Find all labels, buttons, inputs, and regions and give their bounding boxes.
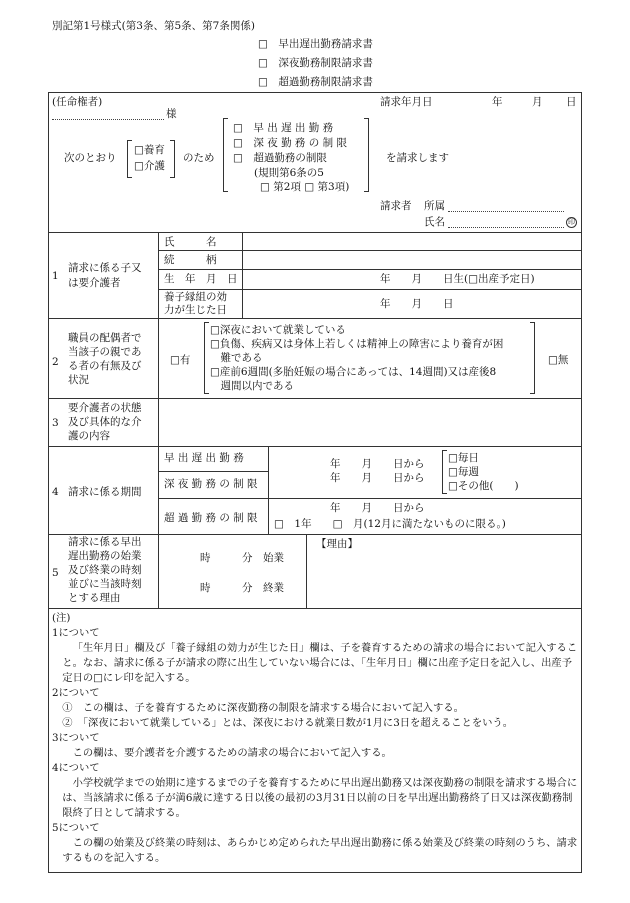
affiliation-label: 所属	[424, 200, 445, 212]
field-relation-label: 続 柄	[164, 254, 217, 266]
name-label: 氏名	[424, 216, 445, 228]
req-opt-early-late[interactable]: □ 早 出 遅 出 勤 務	[233, 122, 334, 134]
row5-label-5: とする理由	[68, 592, 121, 604]
row2-label-4: 状況	[68, 374, 89, 386]
spouse-opt-injury-2: 難である	[210, 352, 263, 364]
overtime-from[interactable]: 年 月 日から	[330, 502, 425, 514]
sama-label: 様	[166, 108, 177, 120]
title-night-limit[interactable]: □ 深夜勤務制限請求書	[258, 57, 373, 69]
row5-label-1: 請求に係る早出	[68, 536, 142, 548]
note-2-heading: 2について	[52, 687, 100, 699]
note-4-body: 小学校就学までの始期に達するまでの子を養育するために早出遅出勤務又は深夜勤務の制限を請求する場合には、当該請求に係る子が満6歳に達する日以後の最初の3月31日以前の日を早出遅出勤務終了日又は深夜勤務制限終了日として請求する。	[62, 777, 578, 819]
row1-label-2: は要介護者	[68, 277, 121, 289]
rule-items[interactable]: □ 第2項 □ 第3項)	[260, 181, 350, 193]
request-date-label: 請求年月日	[380, 96, 433, 108]
period-from[interactable]: 年 月 日から	[330, 458, 425, 470]
freq-other[interactable]: □その他( )	[448, 480, 519, 492]
spouse-opt-night[interactable]: □深夜において就業している	[210, 324, 346, 336]
row3-number: 3	[52, 417, 59, 429]
row2-label-2: 当該子の親であ	[68, 346, 142, 358]
name-field[interactable]	[448, 216, 564, 228]
opt-nursing[interactable]: □介護	[134, 160, 165, 172]
note-2a-body: ① この欄は、子を養育するために深夜勤務の制限を請求する場合において記入する。	[62, 702, 464, 714]
row5-label-3: 及び終業の時刻	[68, 564, 142, 576]
request-end-text: を請求します	[386, 152, 449, 164]
row4-label: 請求に係る期間	[68, 486, 142, 498]
note-3-body: この欄は、要介護者を介護するための請求の場合において記入する。	[72, 747, 392, 759]
overtime-duration[interactable]: □ 1年 □ 月(12月に満たないものに限る。)	[274, 518, 506, 530]
note-2b-body: ② 「深夜において就業している」とは、深夜における就業日数が1月に3日を超えることをいう。	[62, 717, 514, 729]
row5-label-2: 遅出勤務の始業	[68, 550, 142, 562]
field-name-label: 氏 名	[164, 236, 217, 248]
title-early-late[interactable]: □ 早出遅出勤務請求書	[258, 38, 373, 50]
affiliation-field[interactable]	[448, 200, 564, 212]
field-birth-value[interactable]: 年 月 日生(□出産予定日)	[380, 273, 535, 285]
spouse-no[interactable]: □無	[548, 354, 569, 366]
row3-label-1: 要介護者の状態	[68, 402, 142, 414]
start-time[interactable]: 時 分 始業	[200, 552, 284, 564]
req-opt-overtime[interactable]: □ 超過勤務の制限	[233, 152, 327, 164]
notes-title: (注)	[52, 612, 71, 624]
title-overtime-limit[interactable]: □ 超過勤務制限請求書	[258, 76, 373, 88]
spouse-yes[interactable]: □有	[170, 354, 191, 366]
seal-mark: 印	[568, 218, 575, 226]
row2-number: 2	[52, 356, 59, 368]
reason-label: 【理由】	[316, 538, 358, 550]
form-reference: 別記第1号様式(第3条、第5条、第7条関係)	[52, 20, 255, 32]
for-text: のため	[183, 152, 215, 164]
date-day: 日	[566, 96, 577, 108]
date-year: 年	[492, 96, 503, 108]
date-month: 月	[532, 96, 543, 108]
note-5-heading: 5について	[52, 822, 100, 834]
row5-number: 5	[52, 567, 59, 579]
row3-label-2: 及び具体的な介	[68, 416, 142, 428]
appointer-field[interactable]	[52, 108, 164, 120]
note-1-body: 「生年月日」欄及び「養子縁組の効力が生じた日」欄は、子を養育するための請求の場合において記入すること。なお、請求に係る子が請求の際に出生していない場合には、「生年月日」欄に出産予定日を記入し、出産予定日の□にレ印を記入する。	[62, 642, 578, 684]
spouse-opt-injury-1[interactable]: □負傷、疾病又は身体上若しくは精神上の障害により養育が困	[210, 338, 504, 350]
appointer-label: (任命権者)	[52, 96, 103, 108]
freq-daily[interactable]: □毎日	[448, 452, 479, 464]
row5-label-4: 並びに当該時刻	[68, 578, 142, 590]
end-time[interactable]: 時 分 終業	[200, 582, 284, 594]
field-adopt-label-1: 養子縁組の効	[164, 291, 227, 303]
row1-label-1: 請求に係る子又	[68, 262, 142, 274]
row2-label-1: 職員の配偶者で	[68, 332, 142, 344]
spouse-opt-birth-2: 週間以内である	[210, 380, 294, 392]
period-to[interactable]: 年 月 日から	[330, 472, 425, 484]
freq-weekly[interactable]: □毎週	[448, 466, 479, 478]
field-adopt-label-2: 力が生じた日	[164, 304, 227, 316]
period-early-late-label: 早 出 遅 出 勤 務	[164, 452, 244, 464]
field-adopt-value[interactable]: 年 月 日	[380, 298, 454, 310]
spouse-opt-birth-1[interactable]: □産前6週間(多胎妊娠の場合にあっては、14週間)又は産後8	[210, 366, 497, 378]
period-night-label: 深 夜 勤 務 の 制 限	[164, 478, 258, 490]
requester-label: 請求者	[380, 200, 412, 212]
note-5-body: この欄の始業及び終業の時刻は、あらかじめ定められた早出遅出勤務に係る始業及び終業の時刻のうち、請求するものを記入する。	[62, 837, 578, 864]
row2-label-3: る者の有無及び	[68, 360, 142, 372]
note-1-heading: 1について	[52, 627, 100, 639]
field-birth-label: 生 年 月 日	[164, 273, 238, 285]
period-overtime-label: 超 過 勤 務 の 制 限	[164, 512, 258, 524]
notes-section	[52, 611, 578, 866]
row4-number: 4	[52, 486, 59, 498]
note-4-heading: 4について	[52, 762, 100, 774]
lead-text: 次のとおり	[64, 152, 117, 164]
note-3-heading: 3について	[52, 732, 100, 744]
rule-note: (規則第6条の5	[254, 167, 324, 179]
row1-number: 1	[52, 270, 59, 282]
row3-label-3: 護の内容	[68, 430, 110, 442]
req-opt-night[interactable]: □ 深 夜 勤 務 の 制 限	[233, 137, 347, 149]
opt-childcare[interactable]: □養育	[134, 144, 165, 156]
